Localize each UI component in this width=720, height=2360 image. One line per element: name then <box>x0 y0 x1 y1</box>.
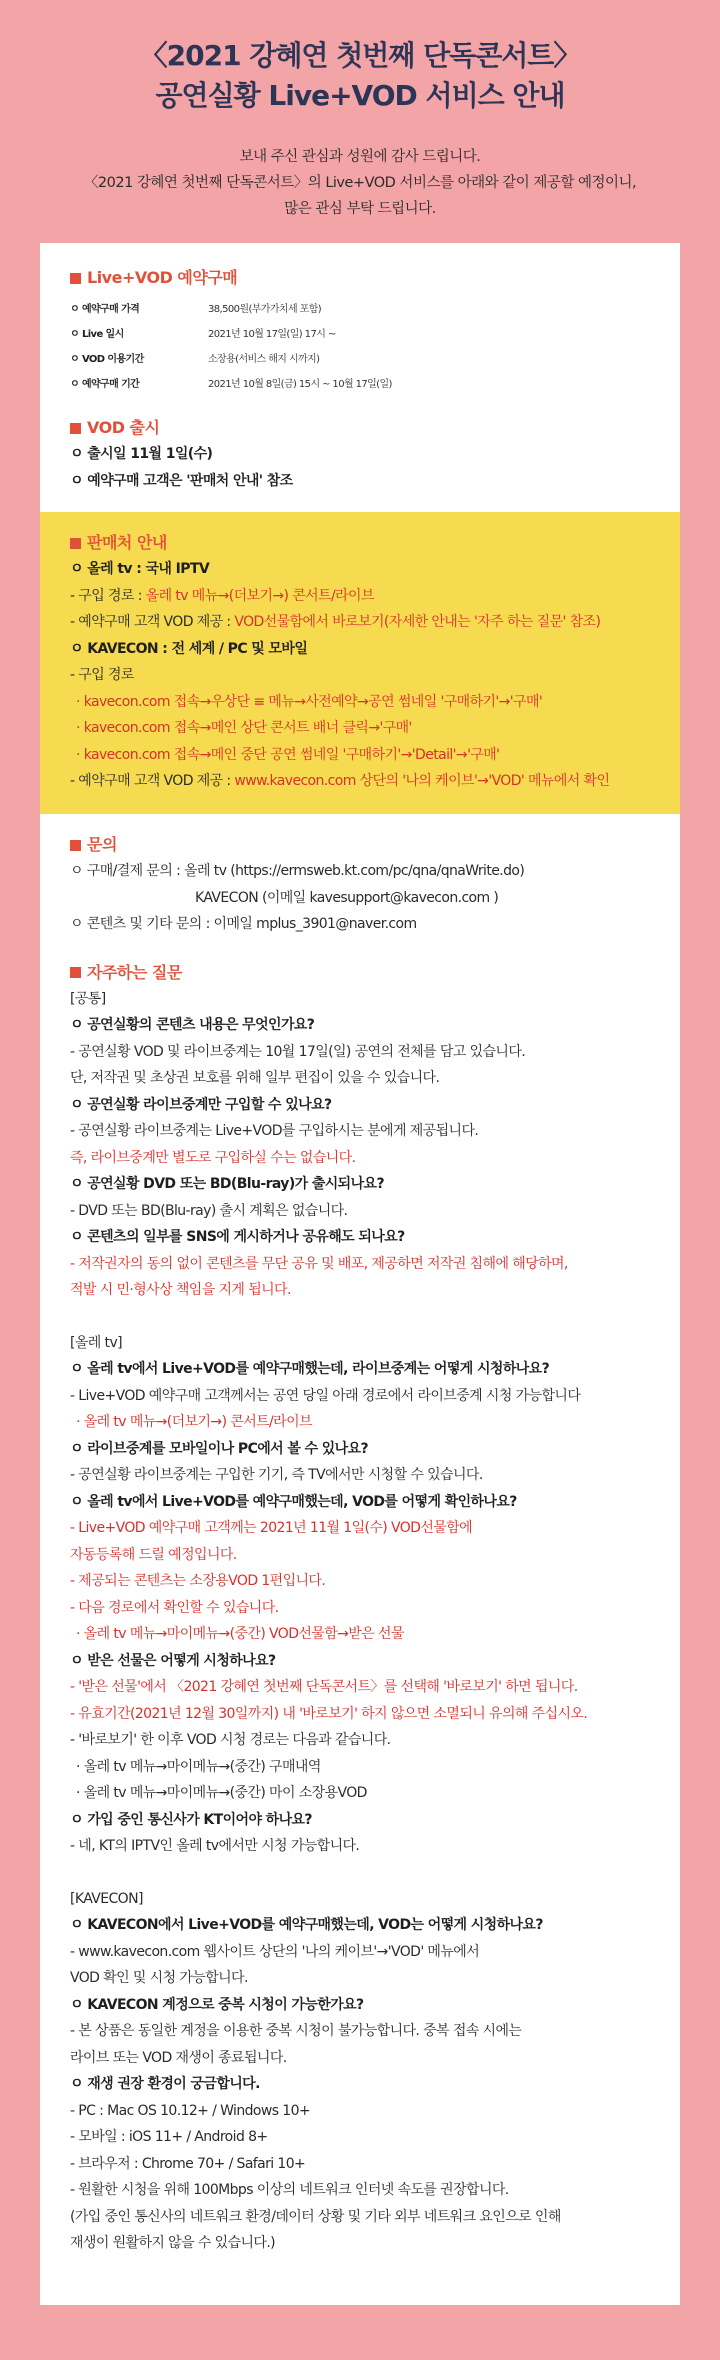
faq-answer: · 올레 tv 메뉴→(더보기→) 콘서트/라이브 <box>76 1414 312 1430</box>
ollehtv-purchase-path: - 구입 경로 : 올레 tv 메뉴→(더보기→) 콘서트/라이브 <box>70 587 374 604</box>
presale-row: ㅇ 예약구매 기간 2021년 10월 8일(금) 15시 ~ 10월 17일(일) <box>70 379 392 390</box>
faq-answer: - 원활한 시청을 위해 100Mbps 이상의 네트워크 인터넷 속도를 권장합니다. <box>70 2182 509 2198</box>
inquiry-content: ㅇ 콘텐츠 및 기타 문의 : 이메일 mplus_3901@naver.com <box>70 916 417 932</box>
kavecon-path: · kavecon.com 접속→우상단 ≡ 메뉴→사전예약→공연 썸네일 '구매하기'→'구매' <box>76 693 543 710</box>
faq-answer: 적발 시 민·형사상 책임을 지게 됩니다. <box>70 1282 291 1298</box>
faq-question: ㅇ 공연실황 DVD 또는 BD(Blu-ray)가 출시되나요? <box>70 1176 384 1192</box>
bullet-square-icon <box>70 423 81 434</box>
faq-answer: · 올레 tv 메뉴→마이메뉴→(중간) 마이 소장용VOD <box>76 1785 367 1801</box>
faq-answer: - '받은 선물'에서 〈2021 강혜연 첫번째 단독콘서트〉를 선택해 '바로보기' 하면 됩니다. <box>70 1679 578 1695</box>
faq-answer: - 모바일 : iOS 11+ / Android 8+ <box>70 2129 268 2145</box>
faq-answer: - '바로보기' 한 이후 VOD 시청 경로는 다음과 같습니다. <box>70 1732 391 1748</box>
bullet-square-icon <box>70 840 81 851</box>
sellers-section <box>40 512 680 814</box>
kavecon-path: · kavecon.com 접속→메인 중단 공연 썸네일 '구매하기'→'Detail'→'구매' <box>76 746 500 763</box>
faq-answer: - 저작권자의 동의 없이 콘텐츠를 무단 공유 및 배포, 제공하면 저작권 침해에 해당하며, <box>70 1255 568 1272</box>
inquiry-kavecon: KAVECON (이메일 kavesupport@kavecon.com ) <box>195 889 499 906</box>
page-title-line-2: 공연실황 Live+VOD 서비스 안내 <box>155 79 565 112</box>
faq-category-label: [공통] <box>70 990 106 1007</box>
faq-question: ㅇ 올레 tv에서 Live+VOD를 예약구매했는데, VOD를 어떻게 확인하나요? <box>70 1493 517 1510</box>
faq-answer: - 제공되는 콘텐츠는 소장용VOD 1편입니다. <box>70 1573 326 1589</box>
faq-question: ㅇ KAVECON 계정으로 중복 시청이 가능한가요? <box>70 1996 364 2013</box>
faq-answer: 즉, 라이브중계만 별도로 구입하실 수는 없습니다. <box>70 1149 356 1166</box>
ollehtv-title: ㅇ 올레 tv : 국내 IPTV <box>70 561 210 577</box>
faq-answer: (가입 중인 통신사의 네트워크 환경/데이터 상황 및 기타 외부 네트워크 요인으로 인해 <box>70 2208 561 2225</box>
faq-answer: 재생이 원활하지 않을 수 있습니다.) <box>70 2235 276 2251</box>
faq-answer: - 공연실황 라이브중계는 Live+VOD를 구입하시는 분에게 제공됩니다. <box>70 1123 479 1139</box>
vod-release-note: ㅇ 예약구매 고객은 '판매처 안내' 참조 <box>70 472 293 489</box>
faq-answer: - 네, KT의 IPTV인 올레 tv에서만 시청 가능합니다. <box>70 1838 360 1854</box>
inquiry-purchase: ㅇ 구매/결제 문의 : 올레 tv (https://ermsweb.kt.com/pc/qna/qnaWrite.do) <box>70 863 525 879</box>
presale-row: ㅇ VOD 이용기간 소장용(서비스 해지 시까지) <box>70 354 320 365</box>
vod-release-date: ㅇ 출시일 11월 1일(수) <box>70 446 213 462</box>
faq-answer: · 올레 tv 메뉴→마이메뉴→(중간) 구매내역 <box>76 1758 321 1775</box>
faq-section <box>40 938 680 2257</box>
faq-question: ㅇ 가입 중인 통신사가 KT이어야 하나요? <box>70 1811 312 1828</box>
faq-answer: VOD 확인 및 시청 가능합니다. <box>70 1970 248 1986</box>
inquiry-section <box>40 814 680 938</box>
faq-answer: - 다음 경로에서 확인할 수 있습니다. <box>70 1599 279 1616</box>
intro-text <box>0 144 720 222</box>
section-heading: 문의 <box>70 832 650 858</box>
ollehtv-vod: - 예약구매 고객 VOD 제공 : VOD선물함에서 바로보기(자세한 안내는 '자주 하는 질문' 참조) <box>70 614 601 630</box>
section-heading: VOD 출시 <box>70 415 650 441</box>
faq-answer: - www.kavecon.com 웹사이트 상단의 '나의 케이브'→'VOD' 메뉴에서 <box>70 1943 480 1960</box>
intro-line: 많은 관심 부탁 드립니다. <box>284 201 436 217</box>
content-card <box>40 243 680 2305</box>
section-heading: 판매처 안내 <box>70 530 650 556</box>
kavecon-vod: - 예약구매 고객 VOD 제공 : www.kavecon.com 상단의 '나의 케이브'→'VOD' 메뉴에서 확인 <box>70 773 610 789</box>
faq-question: ㅇ 콘텐츠의 일부를 SNS에 게시하거나 공유해도 되나요? <box>70 1229 405 1245</box>
faq-question: ㅇ 공연실황의 콘텐츠 내용은 무엇인가요? <box>70 1017 315 1033</box>
faq-question: ㅇ KAVECON에서 Live+VOD를 예약구매했는데, VOD는 어떻게 시청하나요? <box>70 1917 543 1933</box>
section-heading: Live+VOD 예약구매 <box>70 265 650 291</box>
kavecon-path: · kavecon.com 접속→메인 상단 콘서트 배너 클릭→'구매' <box>76 720 412 736</box>
faq-category-label: [KAVECON] <box>70 1890 143 1907</box>
faq-answer: - Live+VOD 예약구매 고객께서는 공연 당일 아래 경로에서 라이브중계 시청 가능합니다 <box>70 1387 581 1404</box>
presale-row: ㅇ 예약구매 가격 38,500원(부가가치세 포함) <box>70 304 322 315</box>
faq-answer: - 본 상품은 동일한 계정을 이용한 중복 시청이 불가능합니다. 중복 접속 시에는 <box>70 2023 522 2039</box>
vod-release-section <box>40 397 680 494</box>
faq-question: ㅇ 올레 tv에서 Live+VOD를 예약구매했는데, 라이브중계는 어떻게 시청하나요? <box>70 1361 550 1377</box>
faq-question: ㅇ 공연실황 라이브중계만 구입할 수 있나요? <box>70 1096 332 1113</box>
presale-section <box>40 243 680 397</box>
faq-answer: - 공연실황 라이브중계는 구입한 기기, 즉 TV에서만 시청할 수 있습니다. <box>70 1467 483 1483</box>
faq-answer: 단, 저작권 및 초상권 보호를 위해 일부 편집이 있을 수 있습니다. <box>70 1070 440 1086</box>
faq-category-label: [올레 tv] <box>70 1334 122 1351</box>
section-heading: 자주하는 질문 <box>70 960 650 986</box>
faq-answer: 라이브 또는 VOD 재생이 종료됩니다. <box>70 2049 287 2066</box>
kavecon-path-label: - 구입 경로 <box>70 667 134 683</box>
header <box>0 0 720 222</box>
faq-answer: · 올레 tv 메뉴→마이메뉴→(중간) VOD선물함→받은 선물 <box>76 1626 404 1642</box>
bullet-square-icon <box>70 538 81 549</box>
faq-answer: 자동등록해 드릴 예정입니다. <box>70 1546 237 1563</box>
faq-answer: - 브라우저 : Chrome 70+ / Safari 10+ <box>70 2155 306 2172</box>
faq-question: ㅇ 받은 선물은 어떻게 시청하나요? <box>70 1652 276 1669</box>
presale-row: ㅇ Live 일시 2021년 10월 17일(일) 17시 ~ <box>70 329 336 340</box>
faq-answer: - 공연실황 VOD 및 라이브중계는 10월 17일(일) 공연의 전체를 담고 있습니다. <box>70 1043 526 1060</box>
faq-answer: - 유효기간(2021년 12월 30일까지) 내 '바로보기' 하지 않으면 소멸되니 유의해 주십시오. <box>70 1705 588 1722</box>
page-title-line-1: 〈2021 강혜연 첫번째 단독콘서트〉 <box>139 39 581 72</box>
faq-answer: - PC : Mac OS 10.12+ / Windows 10+ <box>70 2102 311 2119</box>
intro-line: 〈2021 강혜연 첫번째 단독콘서트〉의 Live+VOD 서비스를 아래와 같이 제공할 예정이니, <box>83 175 637 191</box>
faq-answer: - DVD 또는 BD(Blu-ray) 출시 계획은 없습니다. <box>70 1202 348 1219</box>
faq-answer: - Live+VOD 예약구매 고객께는 2021년 11월 1일(수) VOD선물함에 <box>70 1520 473 1536</box>
bullet-square-icon <box>70 273 81 284</box>
faq-question: ㅇ 라이브중계를 모바일이나 PC에서 볼 수 있나요? <box>70 1440 369 1457</box>
faq-question: ㅇ 재생 권장 환경이 궁금합니다. <box>70 2076 260 2092</box>
bullet-square-icon <box>70 967 81 978</box>
intro-line: 보내 주신 관심과 성원에 감사 드립니다. <box>239 149 481 165</box>
kavecon-title: ㅇ KAVECON : 전 세계 / PC 및 모바일 <box>70 640 308 657</box>
